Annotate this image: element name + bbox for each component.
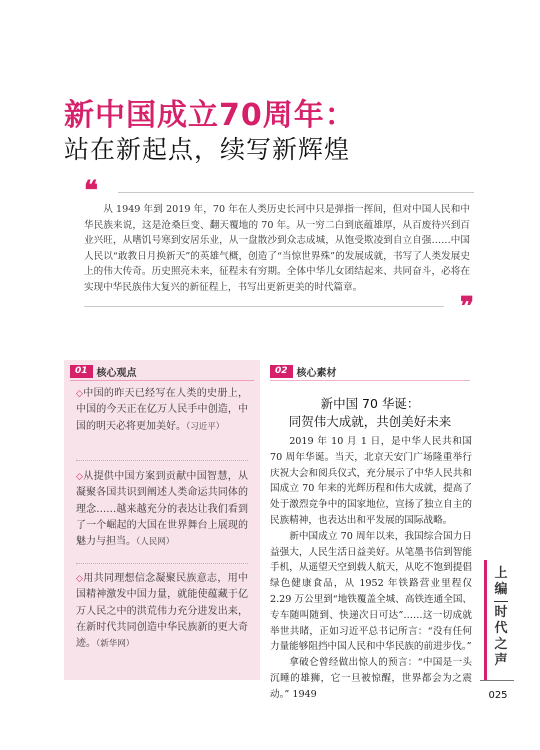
side-tab-part2: 时代之声 [494,605,508,668]
material-paragraph: 2019 年 10 月 1 日，是中华人民共和国 70 周年华诞。当天，北京天安门广场隆重举行庆祝大会和阅兵仪式，充分展示了中华人民共和国成立 70 年来的光辉历程和伟大成就，提高了处于激烈竞争中的国家地位，宣扬了独立自主的民族精神，也表达出和平发展的国际战略。 [270,436,472,526]
open-quote-icon: ❝ [84,176,98,206]
side-tab-divider [494,601,508,602]
viewpoint-item: ◇从提供中国方案到贡献中国智慧，从凝聚各国共识到阐述人类命运共同体的理念……越来越充分的表达让我们看到了一个崛起的大国在世界舞台上展现的魅力与担当。（人民网） [76,471,249,548]
material-paragraph: 新中国成立 70 周年以来，我国综合国力日益强大，人民生活日益美好。从笔墨书信到智能手机，从遥望天空到载人航天，从吃不饱到提倡绿色健康食品，从 1952 年铁路营业里程仅 2.29 万公里到“地铁覆盖全城、高铁连通全国、专车随叫随到、快递次日可达”……这一切成就举世共睹，正如习近平总书记所言：“没有任何力量能够阻挡中国人民和中华民族的前进步伐。” [270,530,473,653]
section-number: 01 [70,365,93,378]
side-tab-bar [484,560,487,680]
material-header [270,364,337,379]
viewpoint-item: ◇中国的昨天已经写在人类的史册上，中国的今天正在亿万人民手中创造，中国的明天必将更加美好。（习近平） [76,388,249,432]
diamond-icon: ◇ [76,472,84,482]
section-number: 02 [270,365,293,378]
diamond-icon: ◇ [76,574,84,584]
intro-divider-bottom [84,306,444,307]
viewpoints-header-rule [70,380,254,381]
section-label: 核心素材 [296,368,337,379]
intro-text: 从 1949 年到 2019 年，70 年在人类历史长河中只是弹指一挥间，但对中国人民和中华民族来说，这是沧桑巨变、翻天覆地的 70 年。从一穷二白到底蕴雄厚，从百废待兴到百业兴旺，从嗜饥号寒到安居乐业，从一盘散沙到众志成城，从饱受欺凌到自立自强……中国人民以“敢教日月换新天”的英雄气概，创造了“当惊世界殊”的发展成就，书写了人类发展史上的伟大传奇。历史照亮未来，征程未有穷期。全体中华儿女团结起来、共同奋斗，必将在实现中华民族伟大复兴的新征程上，书写出更新更美的时代篇章。 [84,204,470,293]
side-tab-label [492,566,510,669]
viewpoint-separator [76,563,248,564]
side-tab-part1: 上编 [494,566,508,597]
page-title-line2: 站在新起点，续写新辉煌 [64,135,351,164]
page-number-rule [480,680,514,681]
material-body [270,434,472,703]
viewpoints-header [70,364,137,379]
page-title-line1: 新中国成立70周年： [64,98,356,133]
material-paragraph: 拿破仑曾经做出惊人的预言：“中国是一头沉睡的雄狮，它一旦被惊醒，世界都会为之震动。” 1949 [270,657,472,700]
diamond-icon: ◇ [76,389,84,399]
intro-paragraph [84,202,470,295]
material-title-line2: 同贺伟大成就，共创美好未来 [288,414,452,429]
material-header-rule [270,380,470,381]
material-title-line1: 新中国 70 华诞： [320,396,420,411]
viewpoint-source: （新华网） [96,639,135,650]
page-number: 025 [488,690,508,701]
viewpoint-item: ◇用共同理想信念凝聚民族意志，用中国精神激发中国力量，就能使蕴藏于亿万人民之中的洪荒伟力充分进发出来，在新时代共同创造中华民族新的更大奇迹。（新华网） [76,573,249,650]
viewpoint-source: （人民网） [136,537,175,548]
close-quote-icon: ❞ [460,292,474,322]
viewpoint-separator [76,460,248,461]
viewpoint-source: （习近平） [186,421,225,432]
section-label: 核心观点 [96,368,137,379]
intro-divider-top [118,192,474,193]
